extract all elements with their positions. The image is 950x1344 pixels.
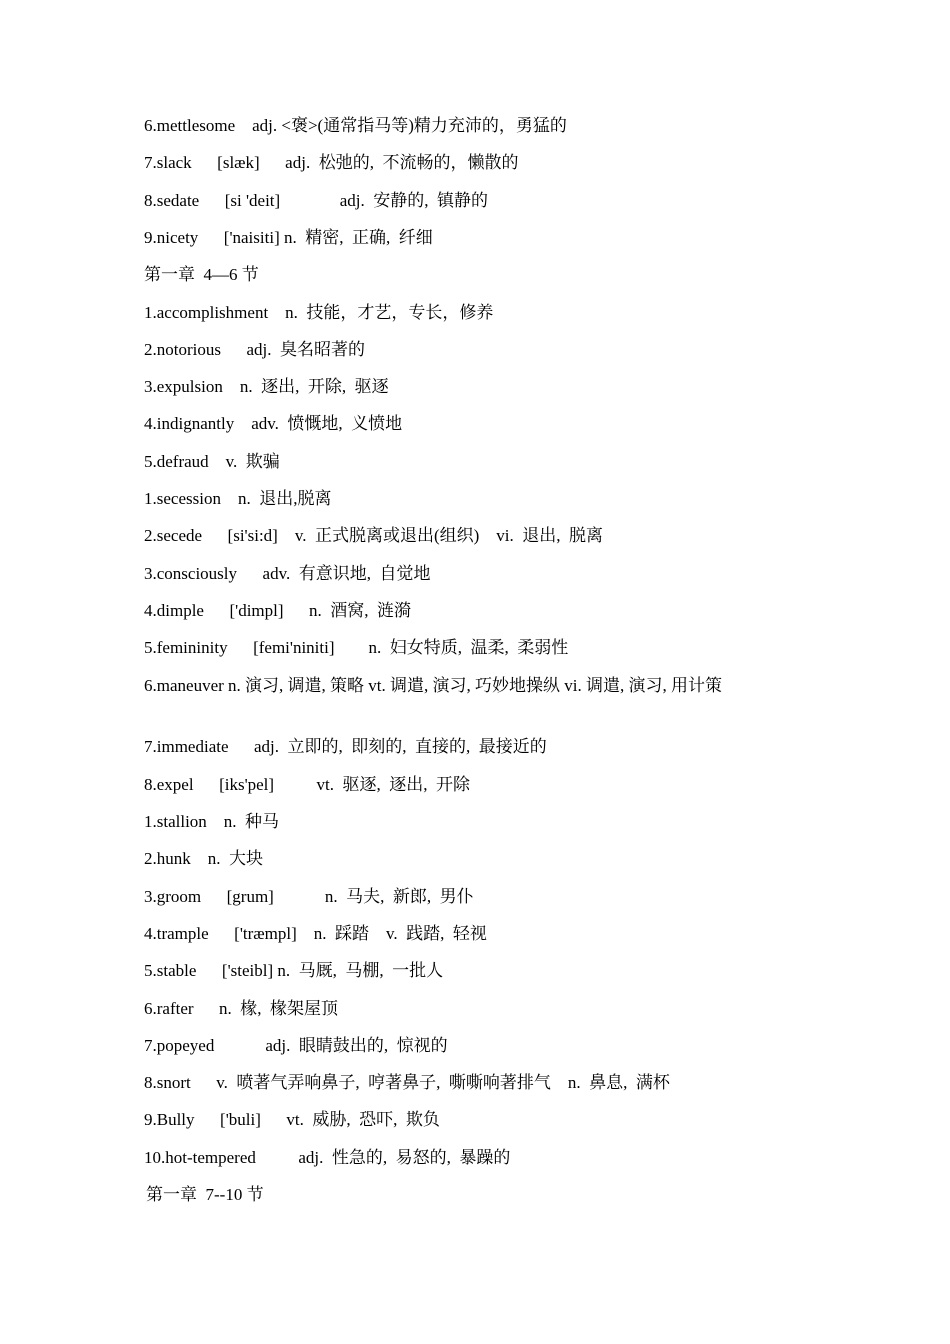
- vocab-entry-expulsion: 3.expulsion n. 逐出, 开除, 驱逐: [144, 377, 389, 396]
- vocab-entry-snort: 8.snort v. 喷著气弄响鼻子, 哼著鼻子, 嘶嘶响著排气 n. 鼻息, 满杯: [144, 1073, 670, 1092]
- vocab-entry-hot-tempered: 10.hot-tempered adj. 性急的, 易怒的, 暴躁的: [144, 1148, 511, 1167]
- vocab-entry-accomplishment: 1.accomplishment n. 技能，才艺，专长，修养: [144, 303, 494, 322]
- vocab-entry-nicety: 9.nicety ['naisiti] n. 精密, 正确, 纤细: [144, 228, 433, 247]
- vocab-entry-rafter: 6.rafter n. 椽, 椽架屋顶: [144, 999, 339, 1018]
- vocab-entry-popeyed: 7.popeyed adj. 眼睛鼓出的, 惊视的: [144, 1036, 448, 1055]
- vocab-entry-trample: 4.trample ['træmpl] n. 踩踏 v. 践踏, 轻视: [144, 924, 487, 943]
- section-heading-7-10: 第一章 7--10 节: [146, 1185, 264, 1204]
- vocab-entry-defraud: 5.defraud v. 欺骗: [144, 452, 280, 471]
- vocab-entry-hunk: 2.hunk n. 大块: [144, 849, 263, 868]
- vocab-entry-mettlesome: 6.mettlesome adj. <褒>(通常指马等)精力充沛的，勇猛的: [144, 116, 567, 135]
- vocab-entry-groom: 3.groom [grum] n. 马夫, 新郎, 男仆: [144, 887, 474, 906]
- vocab-entry-femininity: 5.femininity [femi'niniti] n. 妇女特质, 温柔, 柔弱性: [144, 638, 569, 657]
- vocab-entry-secession: 1.secession n. 退出,脱离: [144, 489, 332, 508]
- vocab-entry-secede: 2.secede [si'si:d] v. 正式脱离或退出(组织) vi. 退出, 脱离: [144, 526, 604, 545]
- vocab-entry-notorious: 2.notorious adj. 臭名昭著的: [144, 340, 365, 359]
- vocab-entry-expel: 8.expel [iks'pel] vt. 驱逐, 逐出, 开除: [144, 775, 471, 794]
- vocab-entry-dimple: 4.dimple ['dimpl] n. 酒窝, 涟漪: [144, 601, 412, 620]
- vocab-entry-indignantly: 4.indignantly adv. 愤慨地, 义愤地: [144, 414, 403, 433]
- vocab-entry-consciously: 3.consciously adv. 有意识地, 自觉地: [144, 564, 431, 583]
- vocab-entry-maneuver: 6.maneuver n. 演习, 调遣, 策略 vt. 调遣, 演习, 巧妙地操纵 vi. 调遣, 演习, 用计策: [144, 676, 722, 695]
- section-heading-4-6: 第一章 4—6 节: [144, 265, 259, 284]
- vocab-entry-stallion: 1.stallion n. 种马: [144, 812, 280, 831]
- vocab-entry-sedate: 8.sedate [si 'deit] adj. 安静的, 镇静的: [144, 191, 488, 210]
- vocab-entry-stable: 5.stable ['steibl] n. 马厩, 马棚, 一批人: [144, 961, 444, 980]
- vocab-entry-slack: 7.slack [slæk] adj. 松弛的, 不流畅的，懒散的: [144, 153, 519, 172]
- vocab-entry-immediate: 7.immediate adj. 立即的, 即刻的, 直接的, 最接近的: [144, 737, 547, 756]
- vocab-entry-bully: 9.Bully ['buli] vt. 威胁, 恐吓, 欺负: [144, 1110, 440, 1129]
